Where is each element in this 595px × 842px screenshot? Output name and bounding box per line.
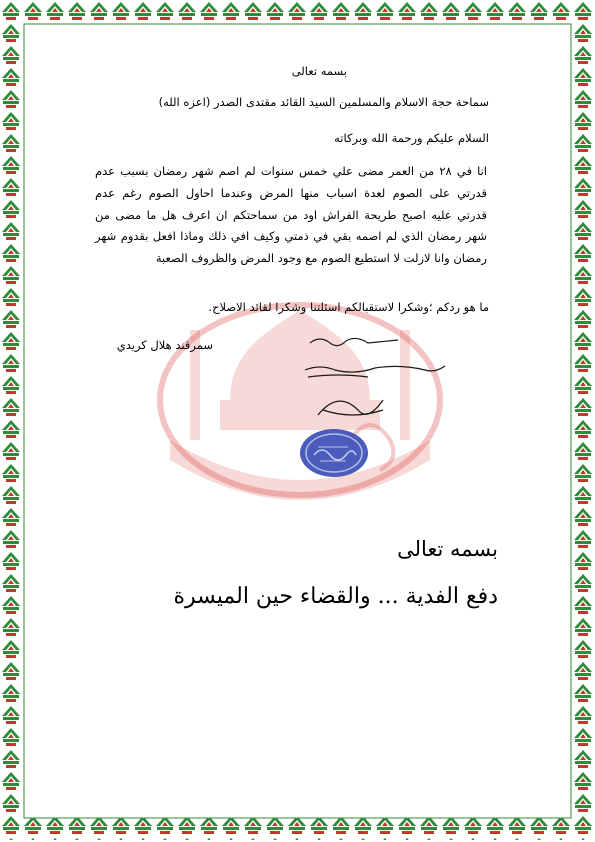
body-line: رمضان وانا لازلت لا استطيع الصوم مع وجود المرض والظروف الصعبة — [155, 251, 487, 266]
body-line: قدرتي على الصوم لعدة اسباب منها المرض وعندما احاول الصوم رغم عدم — [95, 185, 487, 200]
reply-text: دفع الفدية ... والقضاء حين الميسرة — [173, 584, 498, 609]
signature — [308, 385, 398, 425]
official-stamp — [296, 425, 372, 481]
letter-greeting: السلام عليكم ورحمة الله وبركاته — [334, 131, 489, 145]
body-line: قدرتي عليه اصبح طريحة الفراش اود من سماحتكم ان اعرف هل ما مضى من — [95, 207, 487, 222]
handwritten-note-scribble — [300, 325, 460, 385]
reply-heading: بسمه تعالى — [397, 537, 498, 561]
letter-body — [95, 161, 487, 270]
letter-sender: سمرقند هلال كريدي — [116, 338, 213, 352]
letter-heading: بسمه تعالى — [291, 64, 347, 78]
body-line: انا في ٢٨ من العمر مضى علي خمس سنوات لم اصم شهر رمضان بسبب عدم — [95, 164, 487, 178]
body-line: شهر رمضان الذي لم اصمه بقي في ذمتي وكيف افي ذلك وماذا افعل بقدوم شهر — [95, 229, 487, 244]
letter-addressee: سماحة حجة الاسلام والمسلمين السيد القائد مقتدى الصدر (اعزه الله) — [158, 95, 489, 109]
letter-closing: ما هو ردكم ؛وشكرا لاستقبالكم اسئلتنا وشكرا لقائد الاصلاح. — [208, 300, 489, 314]
